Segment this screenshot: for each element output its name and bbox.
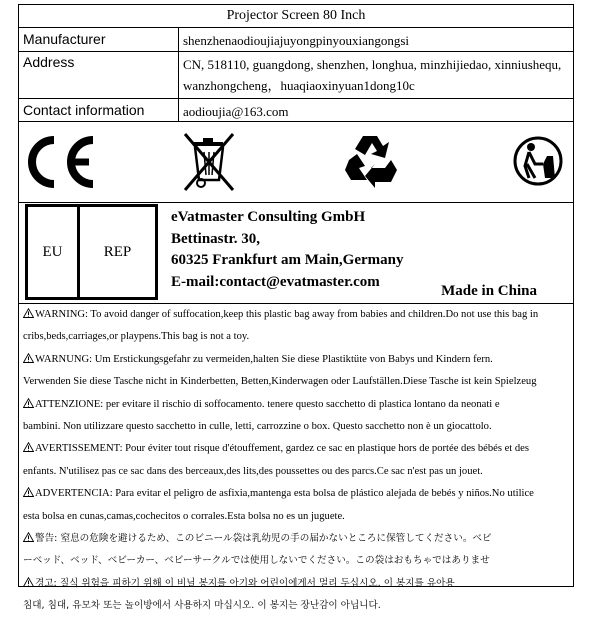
warning-ja xyxy=(23,528,573,573)
eu-rep-address xyxy=(171,207,403,293)
contact-value: aodioujia@163.com xyxy=(183,104,289,119)
warning-it xyxy=(23,394,573,439)
warning-es xyxy=(23,483,573,528)
warning-ko xyxy=(23,573,573,618)
address-value xyxy=(179,52,573,98)
contact-label: Contact information xyxy=(19,99,179,121)
contact-row xyxy=(19,99,573,122)
address-line-2: wanzhongcheng，huaqiaoxinyuan1dong10c xyxy=(183,78,415,93)
warnings-block xyxy=(19,304,573,618)
product-title: Projector Screen 80 Inch xyxy=(19,5,573,28)
warning-triangle-icon xyxy=(23,398,34,408)
warning-fr xyxy=(23,438,573,483)
crossed-out-wheelie-bin-icon xyxy=(179,130,239,194)
rep-label: REP xyxy=(103,243,132,260)
manufacturer-row xyxy=(19,28,573,52)
warning-ja-line-1: 警告: 窒息の危険を避けるため、このビニール袋は乳幼児の手の届かないところに保管してください。ベビ xyxy=(35,533,492,545)
warning-en-line-2: cribs,beds,carriages,or playpens.This bag is not a toy. xyxy=(23,331,250,343)
tidyman-icon xyxy=(513,134,563,188)
warning-triangle-icon xyxy=(23,442,34,452)
eu-rep-box xyxy=(25,204,158,300)
address-row xyxy=(19,52,573,99)
warning-it-line-2: bambini. Non utilizzare questo sacchetto in culle, letti, carrozzine o box. Questo sacchetto non è un giocattolo. xyxy=(23,421,492,433)
eu-rep-company: eVatmaster Consulting GmbH xyxy=(171,209,366,225)
warning-fr-line-1: AVERTISSEMENT: Pour éviter tout risque d'étouffement, gardez ce sac en plastique hors de portée des bébés et des xyxy=(35,443,530,455)
compliance-symbols xyxy=(19,122,573,203)
eu-rep-street: Bettinastr. 30, xyxy=(171,230,261,247)
warning-de xyxy=(23,349,573,394)
warning-fr-line-2: enfants. N'utilisez pas ce sac dans des berceaux,des lits,des poussettes ou des parcs.Ce sac n'est pas un jouet. xyxy=(23,465,483,477)
address-line-1: CN, 518110, guangdong, shenzhen, longhua, minzhijiedao, xinniushequ, xyxy=(183,57,562,72)
eu-label: EU xyxy=(28,207,80,297)
warning-triangle-icon xyxy=(23,532,34,542)
manufacturer-value: shenzhenaodioujiajuyongpinyouxiangongsi xyxy=(183,33,410,48)
warning-en-line-1: WARNING: To avoid danger of suffocation,keep this plastic bag away from babies and children.Do not use this bag in xyxy=(35,309,539,320)
warning-en xyxy=(23,304,573,349)
ce-mark-icon xyxy=(23,134,99,190)
warning-triangle-icon xyxy=(23,308,34,318)
warning-triangle-icon xyxy=(23,577,34,587)
recycle-icon xyxy=(341,132,399,190)
warning-ko-line-2: 침대, 침대, 유모차 또는 놀이방에서 사용하지 마십시오. 이 봉지는 장난감이 아닙니다. xyxy=(23,600,381,612)
address-label: Address xyxy=(19,52,179,98)
warning-de-line-2: Verwenden Sie diese Tasche nicht in Kinderbetten, Betten,Kinderwagen oder Laufställen.Diese Tasche ist kein Spielzeug xyxy=(23,376,537,388)
made-in-china: Made in China xyxy=(441,283,537,299)
label-sheet xyxy=(18,4,574,612)
warning-es-line-1: ADVERTENCIA: Para evitar el peligro de asfixia,mantenga esta bolsa de plástico alejada de bebés y niños.No utilice xyxy=(35,488,534,500)
warning-triangle-icon xyxy=(23,487,34,497)
eu-rep-email: E-mail:contact@evatmaster.com xyxy=(171,273,380,290)
warning-es-line-2: esta bolsa en cunas,camas,cochecitos o corrales.Esta bolsa no es un juguete. xyxy=(23,510,345,522)
warning-de-line-1: WARNUNG: Um Erstickungsgefahr zu vermeiden,halten Sie diese Plastiktüte von Babys und Kindern fern. xyxy=(35,353,493,365)
warning-it-line-1: ATTENZIONE: per evitare il rischio di soffocamento. tenere questo sacchetto di plastica lontano da neonati e xyxy=(35,398,500,410)
warning-ja-line-2: ーベッド、ベッド、ベビーカー、ベビーサークルでは使用しないでください。この袋はおもちゃではありませ xyxy=(23,555,490,567)
warning-ko-line-1: 경고: 질식 위험을 피하기 위해 이 비닐 봉지를 아기와 어린이에게서 멀리 두십시오. 이 봉지를 유아용 xyxy=(35,577,455,589)
manufacturer-label: Manufacturer xyxy=(19,28,179,51)
eu-rep-city: 60325 Frankfurt am Main,Germany xyxy=(171,252,404,268)
warning-triangle-icon xyxy=(23,353,34,363)
eu-representative-section xyxy=(19,203,573,304)
